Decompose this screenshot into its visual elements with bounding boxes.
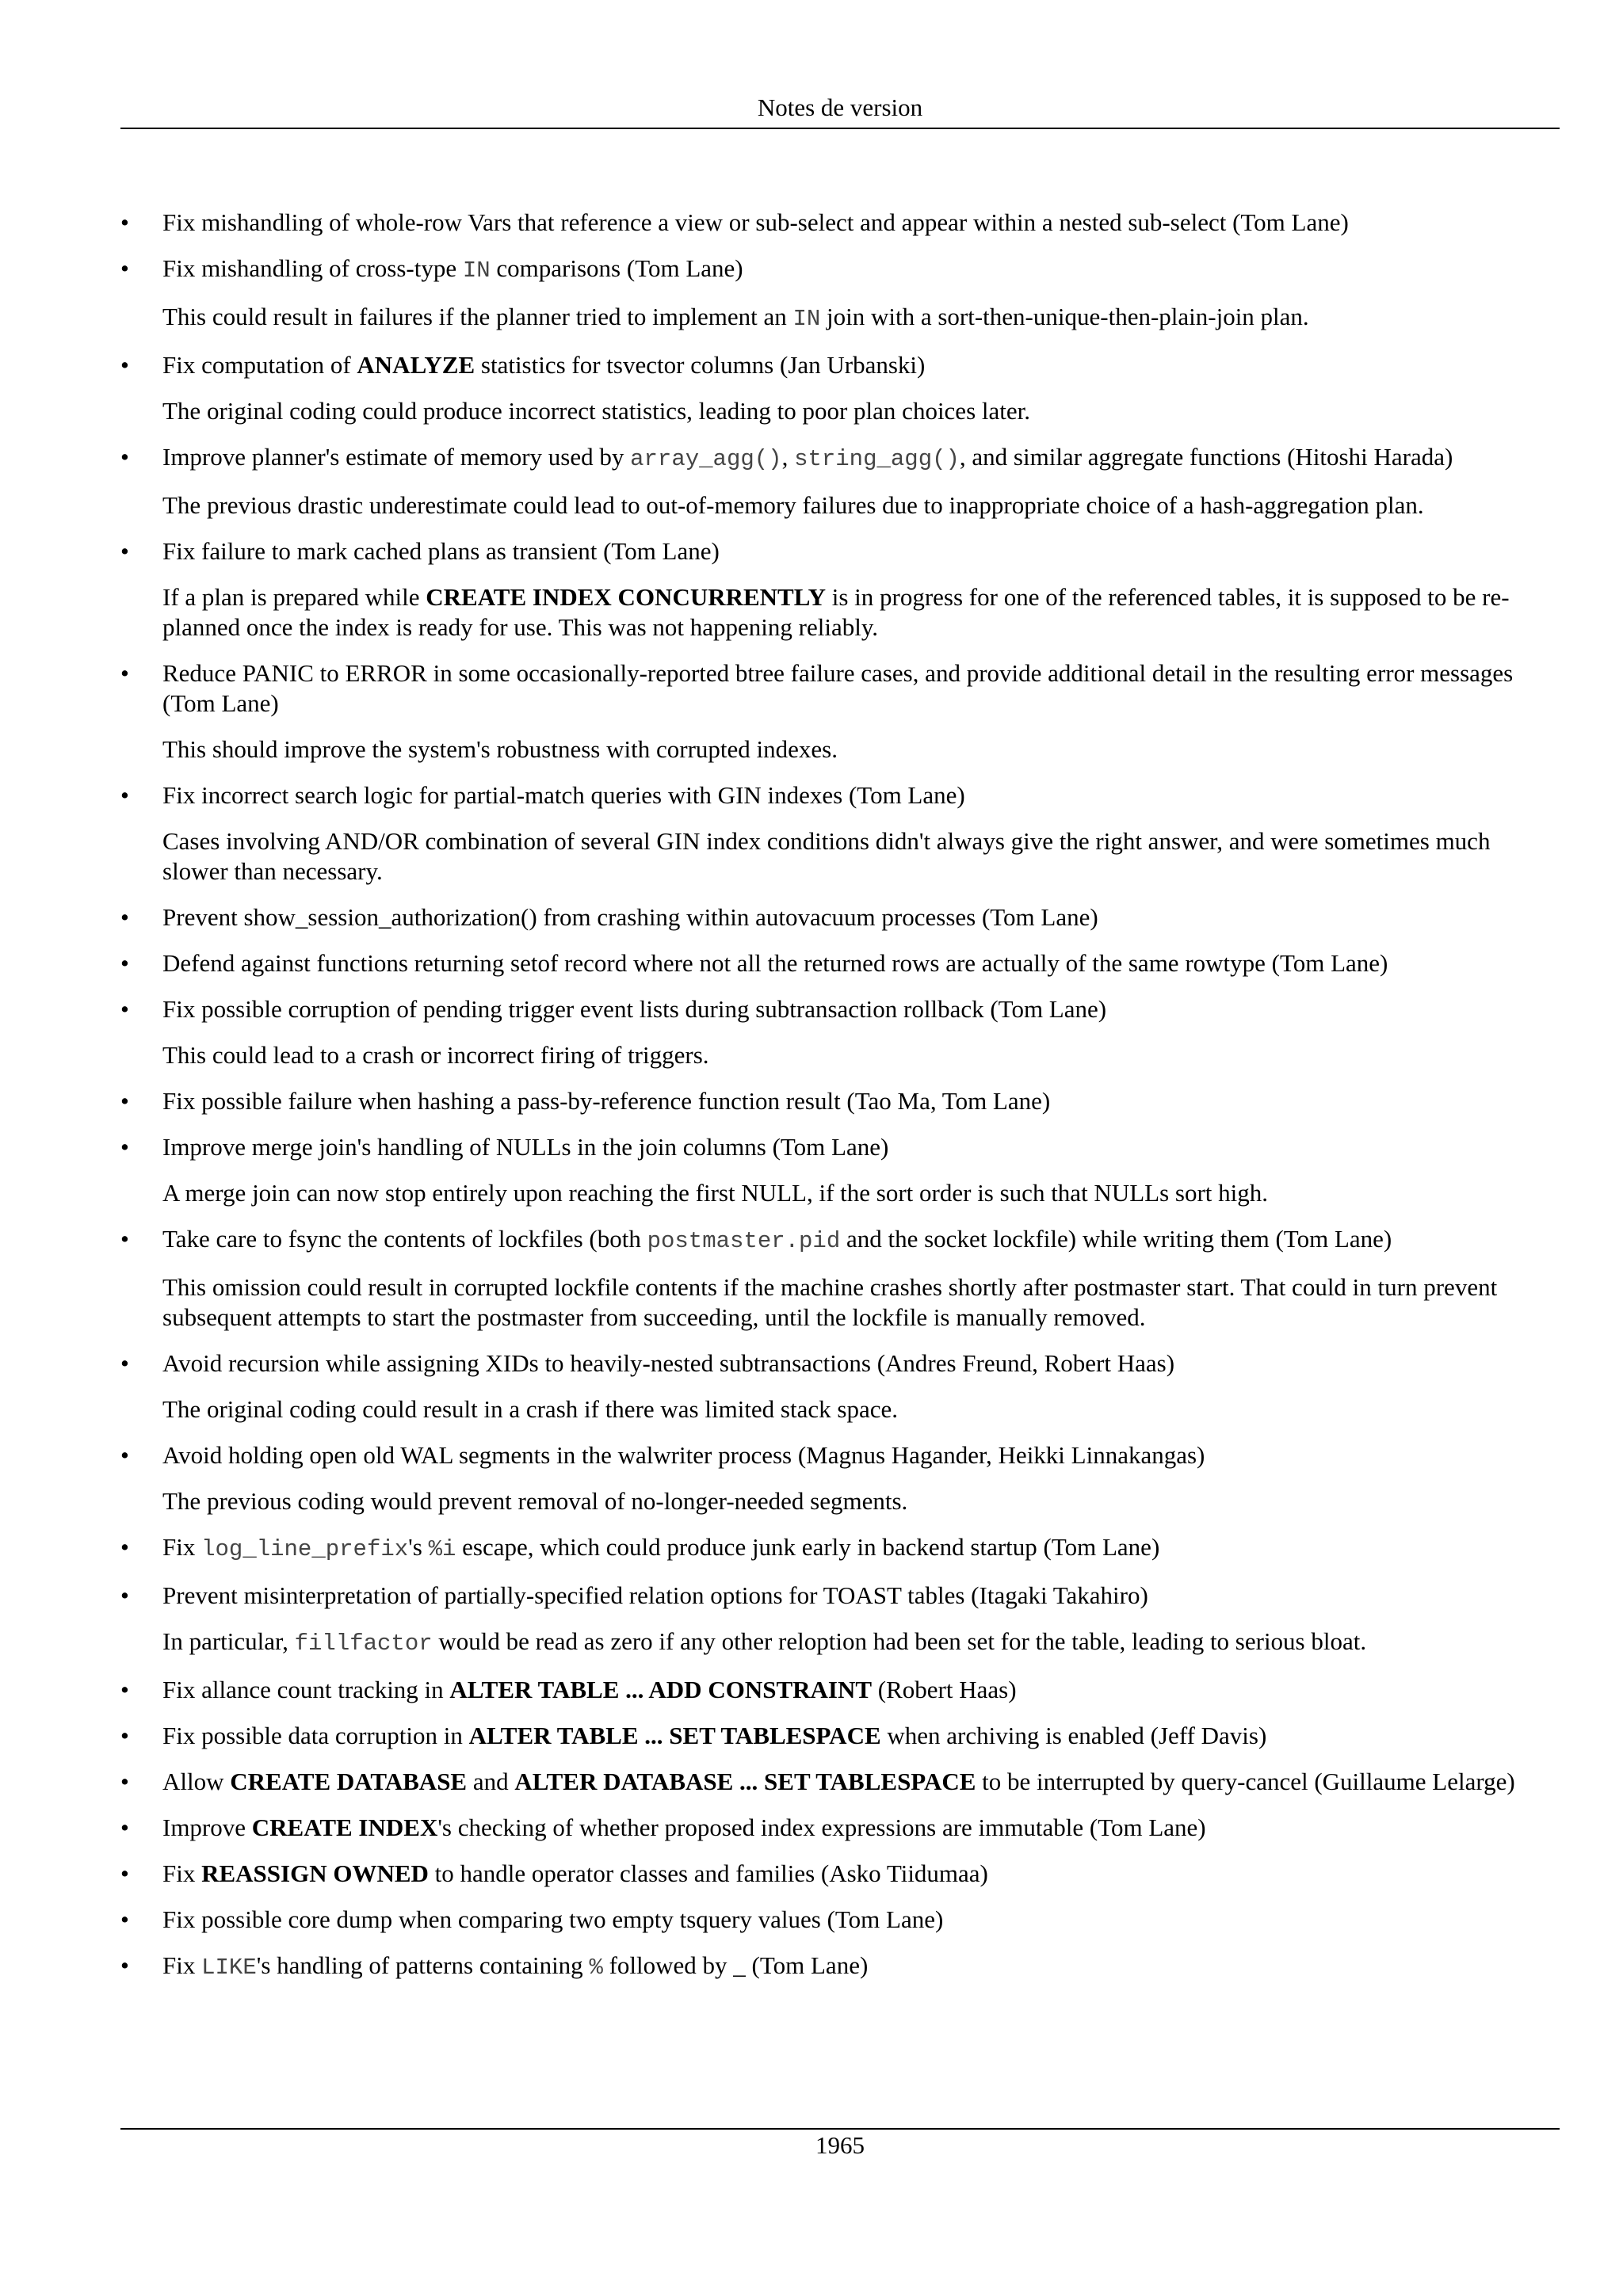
sql-command: ALTER TABLE ... SET TABLESPACE (468, 1722, 881, 1749)
bullet-icon: • (120, 1951, 129, 1979)
text-run: to handle operator classes and families (Asko Tiidumaa) (428, 1859, 988, 1887)
item-summary (162, 536, 1560, 566)
item-note (162, 302, 1560, 334)
text-run: Fix possible failure when hashing a pass-by-reference function result (Tao Ma, Tom Lane) (162, 1087, 1051, 1115)
text-run: Fix incorrect search logic for partial-match queries with GIN indexes (Tom Lane) (162, 781, 965, 809)
text-run: Improve merge join's handling of NULLs in the join columns (Tom Lane) (162, 1133, 889, 1161)
text-run: , and similar aggregate functions (Hitoshi Harada) (959, 443, 1453, 471)
item-summary (162, 1859, 1560, 1889)
text-run: Fix possible corruption of pending trigger event lists during subtransaction rollback (Tom Lane) (162, 995, 1107, 1023)
text-run: 's checking of whether proposed index expressions are immutable (Tom Lane) (437, 1814, 1206, 1841)
text-run: 's (408, 1533, 429, 1561)
item-note (162, 1627, 1560, 1659)
text-run: Avoid recursion while assigning XIDs to heavily-nested subtransactions (Andres Freund, Robert Haas) (162, 1349, 1175, 1377)
list-item (120, 658, 1560, 765)
text-run: Prevent misinterpretation of partially-specified relation options for TOAST tables (Itagaki Takahiro) (162, 1581, 1148, 1609)
text-run: Improve planner's estimate of memory used by (162, 443, 631, 471)
text-run: Fix mishandling of cross-type (162, 254, 463, 282)
text-run: when archiving is enabled (Jeff Davis) (880, 1722, 1267, 1749)
code-literal: string_agg() (794, 446, 960, 472)
list-item (120, 1224, 1560, 1333)
list-item (120, 902, 1560, 933)
text-run: Fix (162, 1533, 202, 1561)
bullet-icon: • (120, 443, 129, 471)
text-run: and the socket lockfile) while writing them (Tom Lane) (840, 1225, 1392, 1253)
footer-divider (120, 2128, 1560, 2130)
sql-command: ANALYZE (357, 351, 475, 379)
header-divider (120, 128, 1560, 129)
text-run: The original coding could result in a crash if there was limited stack space. (162, 1395, 898, 1423)
code-literal: fillfactor (294, 1630, 433, 1657)
text-run: If a plan is prepared while (162, 583, 426, 611)
text-run: This could result in failures if the planner tried to implement an (162, 303, 793, 330)
bullet-icon: • (120, 1087, 129, 1115)
bullet-icon: • (120, 781, 129, 809)
item-summary (162, 1813, 1560, 1843)
item-summary (162, 1132, 1560, 1162)
text-run: This could lead to a crash or incorrect firing of triggers. (162, 1041, 709, 1069)
item-summary (162, 780, 1560, 810)
bullet-icon: • (120, 1533, 129, 1561)
item-note (162, 1394, 1560, 1425)
text-run: Fix failure to mark cached plans as transient (Tom Lane) (162, 537, 720, 565)
text-run: and (467, 1768, 515, 1795)
text-run: is in progress for one of the referenced tables, it is supposed to be re-planned once the index is ready for use. This was not happening reliably. (162, 583, 1510, 641)
bullet-icon: • (120, 1349, 129, 1377)
bullet-icon: • (120, 1225, 129, 1253)
text-run: to be interrupted by query-cancel (Guillaume Lelarge) (976, 1768, 1515, 1795)
item-summary (162, 1348, 1560, 1379)
bullet-icon: • (120, 351, 129, 379)
list-item (120, 442, 1560, 521)
item-summary (162, 442, 1560, 475)
list-item (120, 1675, 1560, 1705)
text-run: Cases involving AND/OR combination of several GIN index conditions didn't always give the right answer, and were sometimes much slower than necessary. (162, 827, 1491, 885)
text-run: (Robert Haas) (872, 1676, 1017, 1703)
bullet-icon: • (120, 903, 129, 931)
sql-command: CREATE INDEX (251, 1814, 438, 1841)
text-run: Fix mishandling of whole-row Vars that reference a view or sub-select and appear within a nested sub-select (Tom Lane) (162, 208, 1349, 236)
text-run: Allow (162, 1768, 231, 1795)
sql-command: ALTER DATABASE ... SET TABLESPACE (514, 1768, 976, 1795)
text-run: 's handling of patterns containing (256, 1951, 590, 1979)
code-literal: IN (462, 257, 491, 284)
bullet-icon: • (120, 1676, 129, 1703)
page-header: Notes de version (757, 93, 923, 121)
text-run: Take care to fsync the contents of lockfiles (both (162, 1225, 647, 1253)
list-item (120, 780, 1560, 887)
bullet-icon: • (120, 1905, 129, 1933)
item-summary (162, 902, 1560, 933)
list-item (120, 1859, 1560, 1889)
sql-command: REASSIGN OWNED (201, 1859, 429, 1887)
list-item (120, 1532, 1560, 1565)
bullet-icon: • (120, 1859, 129, 1887)
item-summary (162, 1086, 1560, 1116)
list-item (120, 994, 1560, 1070)
text-run: This should improve the system's robustness with corrupted indexes. (162, 735, 838, 763)
item-summary (162, 1440, 1560, 1470)
code-literal: % (589, 1955, 603, 1981)
list-item (120, 1905, 1560, 1935)
text-run: Fix possible core dump when comparing two empty tsquery values (Tom Lane) (162, 1905, 944, 1933)
text-run: Defend against functions returning setof record where not all the returned rows are actually of the same rowtype (Tom Lane) (162, 949, 1388, 977)
list-item (120, 1951, 1560, 1983)
text-run: escape, which could produce junk early in backend startup (Tom Lane) (456, 1533, 1160, 1561)
bullet-icon: • (120, 537, 129, 565)
text-run: A merge join can now stop entirely upon reaching the first NULL, if the sort order is such that NULLs sort high. (162, 1179, 1268, 1207)
text-run: In particular, (162, 1627, 295, 1655)
list-item (120, 1440, 1560, 1516)
item-note (162, 1272, 1560, 1333)
text-run: Fix (162, 1859, 202, 1887)
list-item (120, 1813, 1560, 1843)
item-summary (162, 994, 1560, 1024)
item-note (162, 734, 1560, 765)
code-literal: postmaster.pid (647, 1228, 841, 1254)
item-note (162, 490, 1560, 521)
item-summary (162, 1905, 1560, 1935)
item-summary (162, 1532, 1560, 1565)
item-summary (162, 1951, 1560, 1983)
item-summary (162, 1675, 1560, 1705)
item-note (162, 1486, 1560, 1516)
bullet-icon: • (120, 1133, 129, 1161)
item-summary (162, 1721, 1560, 1751)
text-run: The previous coding would prevent removal of no-longer-needed segments. (162, 1487, 908, 1515)
item-note (162, 826, 1560, 887)
item-note (162, 1178, 1560, 1208)
bullet-icon: • (120, 659, 129, 687)
item-note (162, 1040, 1560, 1070)
list-item (120, 208, 1560, 238)
sql-command: CREATE DATABASE (230, 1768, 468, 1795)
code-literal: %i (428, 1536, 456, 1562)
text-run: , (781, 443, 795, 471)
list-item (120, 350, 1560, 426)
bullet-icon: • (120, 1768, 129, 1795)
list-item (120, 1767, 1560, 1797)
text-run: Fix allance count tracking in (162, 1676, 450, 1703)
text-run: comparisons (Tom Lane) (490, 254, 743, 282)
list-item (120, 1132, 1560, 1208)
bullet-icon: • (120, 995, 129, 1023)
text-run: Prevent show_session_authorization() from crashing within autovacuum processes (Tom Lane) (162, 903, 1098, 931)
bullet-icon: • (120, 1722, 129, 1749)
item-summary (162, 1767, 1560, 1797)
list-item (120, 1086, 1560, 1116)
text-run: The original coding could produce incorrect statistics, leading to poor plan choices later. (162, 397, 1030, 425)
item-summary (162, 1581, 1560, 1611)
text-run: followed by _ (Tom Lane) (602, 1951, 869, 1979)
text-run: The previous drastic underestimate could lead to out-of-memory failures due to inappropriate choice of a hash-aggregation plan. (162, 491, 1424, 519)
list-item (120, 1581, 1560, 1659)
list-item (120, 1721, 1560, 1751)
bullet-icon: • (120, 1581, 129, 1609)
bullet-icon: • (120, 1441, 129, 1469)
code-literal: log_line_prefix (201, 1536, 409, 1562)
text-run: Avoid holding open old WAL segments in the walwriter process (Magnus Hagander, Heikki Linnakangas) (162, 1441, 1205, 1469)
text-run: would be read as zero if any other reloption had been set for the table, leading to serious bloat. (432, 1627, 1367, 1655)
list-item (120, 1348, 1560, 1425)
item-summary (162, 208, 1560, 238)
sql-command: ALTER TABLE ... ADD CONSTRAINT (449, 1676, 873, 1703)
code-literal: IN (792, 306, 821, 332)
bullet-icon: • (120, 208, 129, 236)
item-summary (162, 350, 1560, 380)
text-run: Fix computation of (162, 351, 357, 379)
text-run: Reduce PANIC to ERROR in some occasionally-reported btree failure cases, and provide additional detail in the resulting error messages (Tom Lane) (162, 659, 1514, 717)
text-run: Improve (162, 1814, 252, 1841)
bullet-icon: • (120, 949, 129, 977)
item-summary (162, 658, 1560, 719)
text-run: Fix possible data corruption in (162, 1722, 469, 1749)
code-literal: LIKE (201, 1955, 257, 1981)
page-number: 1965 (815, 2131, 865, 2159)
text-run: This omission could result in corrupted lockfile contents if the machine crashes shortly after postmaster start. That could in turn prevent subsequent attempts to start the postmaster from succeeding, until the lockfile is manually removed. (162, 1273, 1498, 1331)
item-note (162, 396, 1560, 426)
bullet-icon: • (120, 1814, 129, 1841)
text-run: Fix (162, 1951, 202, 1979)
item-note (162, 582, 1560, 643)
item-summary (162, 948, 1560, 978)
item-summary (162, 254, 1560, 286)
item-summary (162, 1224, 1560, 1257)
text-run: statistics for tsvector columns (Jan Urbanski) (475, 351, 926, 379)
list-item (120, 254, 1560, 334)
text-run: join with a sort-then-unique-then-plain-join plan. (820, 303, 1309, 330)
bullet-icon: • (120, 254, 129, 282)
release-notes-list (120, 208, 1560, 1999)
code-literal: array_agg() (630, 446, 782, 472)
list-item (120, 948, 1560, 978)
sql-command: CREATE INDEX CONCURRENTLY (426, 583, 826, 611)
list-item (120, 536, 1560, 643)
